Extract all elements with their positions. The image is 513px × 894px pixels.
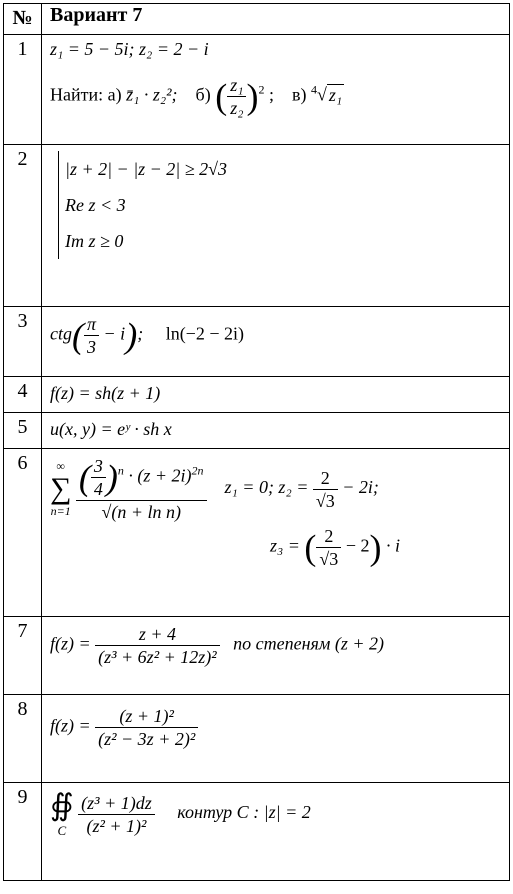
z3-label: z₃ = bbox=[270, 535, 300, 556]
task-row-9 bbox=[4, 783, 510, 881]
pi-fraction bbox=[84, 313, 99, 358]
b-power: 2 bbox=[258, 82, 265, 97]
three-quarters bbox=[91, 455, 106, 500]
header-number: № bbox=[4, 4, 42, 35]
radical-sign: √ bbox=[316, 84, 327, 105]
left-paren: ( bbox=[78, 457, 91, 498]
z3-line bbox=[270, 525, 509, 570]
frac-numerator: π bbox=[84, 313, 99, 336]
system-brace bbox=[58, 151, 227, 259]
find-line bbox=[50, 74, 509, 119]
item-a-expr: z̄₁ · z₂²; bbox=[126, 84, 178, 105]
expr-line bbox=[50, 789, 509, 839]
item-a-label: а) bbox=[107, 84, 122, 105]
table-header-row bbox=[4, 4, 510, 35]
left-paren: ( bbox=[72, 315, 84, 356]
task-row-6 bbox=[4, 449, 510, 617]
expr-line bbox=[50, 313, 509, 358]
system-line-1: |z + 2| − |z − 2| ≥ 2√3 bbox=[65, 159, 227, 179]
system-line-3: Im z ≥ 0 bbox=[65, 231, 124, 251]
function-fraction bbox=[95, 623, 220, 668]
task-expression: f(z) = sh(z + 1) bbox=[42, 377, 510, 413]
task-content bbox=[42, 617, 510, 695]
task-number: 8 bbox=[4, 695, 42, 783]
function-lhs: f(z) = bbox=[50, 715, 91, 736]
frac-numerator: (z + 1)² bbox=[95, 705, 198, 728]
header-title: Вариант 7 bbox=[42, 4, 510, 35]
term-middle: · (z + 2i) bbox=[128, 465, 192, 486]
expr-line bbox=[50, 705, 509, 750]
term-denominator: √(n + ln n) bbox=[101, 502, 181, 522]
ctg-rest: − i bbox=[103, 323, 126, 344]
z2-fraction bbox=[313, 467, 338, 512]
sum-lower: n=1 bbox=[50, 504, 71, 518]
right-paren: ) bbox=[369, 527, 382, 568]
frac-denominator: √3 bbox=[315, 490, 335, 511]
expr-line bbox=[50, 623, 509, 668]
function-lhs: f(z) = bbox=[50, 633, 91, 654]
task-row-8 bbox=[4, 695, 510, 783]
find-label: Найти: bbox=[50, 84, 104, 105]
task-row-3 bbox=[4, 307, 510, 377]
task-row-2 bbox=[4, 145, 510, 307]
right-paren: ) bbox=[105, 457, 118, 498]
frac-numerator: 2 bbox=[316, 525, 341, 548]
series-line bbox=[50, 455, 509, 523]
ln-expr: ln(−2 − 2i) bbox=[165, 323, 244, 344]
frac-denominator: (z² + 1)² bbox=[86, 815, 147, 836]
task-content bbox=[42, 783, 510, 881]
frac-denominator: 4 bbox=[93, 479, 103, 499]
task-number: 1 bbox=[4, 35, 42, 145]
task-row-5 bbox=[4, 413, 510, 449]
right-paren: ) bbox=[246, 76, 259, 117]
task-content bbox=[42, 307, 510, 377]
frac-denominator: √3 bbox=[319, 549, 339, 569]
task-number: 7 bbox=[4, 617, 42, 695]
frac-denominator: 3 bbox=[87, 337, 97, 357]
variant-table bbox=[3, 3, 510, 881]
left-paren: ( bbox=[215, 76, 228, 117]
b-end: ; bbox=[268, 84, 274, 105]
series-term bbox=[76, 455, 207, 523]
item-v-label: в) bbox=[291, 84, 307, 105]
task-number: 4 bbox=[4, 377, 42, 413]
frac-denominator: (z³ + 6z² + 12z)² bbox=[98, 647, 217, 667]
task-row-7 bbox=[4, 617, 510, 695]
contour-integral-icon: ∯ bbox=[50, 789, 74, 822]
b-numerator: z₁ bbox=[227, 74, 246, 97]
task-content bbox=[42, 35, 510, 145]
b-fraction bbox=[227, 74, 246, 119]
z2-rest: − 2i; bbox=[342, 477, 379, 498]
frac-denominator: (z² − 3z + 2)² bbox=[98, 729, 196, 749]
right-paren: ) bbox=[125, 315, 138, 356]
frac-numerator: 3 bbox=[91, 455, 106, 478]
task-expression: u(x, y) = eʸ · sh x bbox=[42, 413, 510, 449]
root-index: 4 bbox=[310, 82, 317, 97]
task-number: 5 bbox=[4, 413, 42, 449]
task-number: 6 bbox=[4, 449, 42, 617]
contour-label: C bbox=[57, 823, 67, 838]
z3-rest: − 2 bbox=[345, 535, 370, 556]
z1-z2-label: z₁ = 0; z₂ = bbox=[224, 477, 309, 498]
power-n: n bbox=[117, 463, 124, 478]
integral-symbol bbox=[50, 789, 74, 839]
integrand bbox=[78, 792, 155, 837]
task-row-1 bbox=[4, 35, 510, 145]
contour-note: контур C : |z| = 2 bbox=[177, 802, 311, 823]
task-number: 9 bbox=[4, 783, 42, 881]
sum-symbol bbox=[50, 459, 71, 519]
task-number: 3 bbox=[4, 307, 42, 377]
frac-numerator: 2 bbox=[313, 467, 338, 490]
z3-end: · i bbox=[385, 535, 400, 556]
z3-fraction bbox=[316, 525, 341, 570]
v-expr: z₁ bbox=[328, 84, 343, 105]
power-2n: 2n bbox=[191, 463, 204, 478]
semicolon: ; bbox=[137, 323, 144, 344]
sigma-icon: ∑ bbox=[50, 472, 72, 505]
task-content bbox=[42, 695, 510, 783]
task-number: 2 bbox=[4, 145, 42, 307]
task-row-4 bbox=[4, 377, 510, 413]
sum-upper: ∞ bbox=[56, 459, 65, 473]
ctg-label: ctg bbox=[50, 323, 72, 344]
task-content bbox=[42, 449, 510, 617]
item-b-label: б) bbox=[195, 84, 211, 105]
task-content bbox=[42, 145, 510, 307]
frac-numerator: (z³ + 1)dz bbox=[78, 792, 155, 815]
expansion-note: по степеням (z + 2) bbox=[233, 633, 385, 654]
b-denominator: z₂ bbox=[230, 98, 244, 118]
system-line-2: Re z < 3 bbox=[65, 195, 126, 215]
left-paren: ( bbox=[304, 527, 317, 568]
given-values: z₁ = 5 − 5i; z₂ = 2 − i bbox=[50, 39, 209, 59]
frac-numerator: z + 4 bbox=[95, 623, 220, 646]
function-fraction bbox=[95, 705, 198, 750]
term-numerator bbox=[76, 455, 207, 501]
